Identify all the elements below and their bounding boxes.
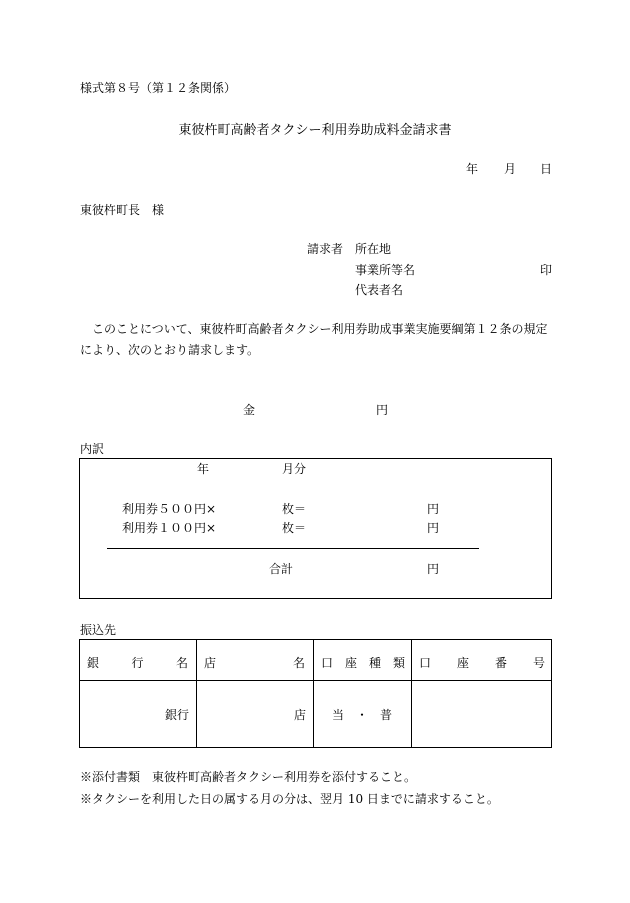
transfer-header-divider [79, 680, 552, 681]
header-char: 名 [292, 656, 305, 670]
subtotal-divider [107, 548, 479, 549]
ticket-500-item: 利用券５００円× [122, 502, 217, 516]
header-bank-name [87, 654, 188, 671]
representative-label: 代表者名 [355, 283, 404, 297]
business-name-label: 事業所等名 [355, 263, 416, 277]
header-char: 口 [321, 656, 334, 670]
branch-suffix: 店 [294, 708, 307, 722]
header-char: 座 [456, 656, 469, 670]
note-deadline: ※タクシーを利用した日の属する月の分は、翌月 10 日までに請求すること。 [80, 792, 499, 806]
transfer-label: 振込先 [80, 623, 117, 637]
address-label: 所在地 [355, 242, 392, 256]
header-char: 名 [175, 656, 188, 670]
header-char: 銀 [87, 656, 100, 670]
date-year: 年 [466, 162, 479, 176]
breakdown-month: 月分 [282, 462, 307, 476]
ticket-100-sheets: 枚＝ [282, 521, 307, 535]
header-char: 店 [204, 656, 217, 670]
claimant-label: 請求者 [307, 242, 344, 256]
header-char: 座 [344, 656, 357, 670]
amount-kin: 金 [243, 403, 256, 417]
addressee: 東彼杵町長 様 [80, 203, 165, 217]
total-yen: 円 [427, 562, 440, 576]
form-number: 様式第８号（第１２条関係） [80, 81, 237, 95]
ticket-500-yen: 円 [427, 502, 440, 516]
header-account-number [419, 654, 545, 671]
breakdown-label: 内訳 [80, 442, 105, 456]
header-char: 口 [419, 656, 432, 670]
transfer-col-divider-1 [196, 639, 197, 748]
account-type-options: 当 ・ 普 [331, 708, 392, 722]
header-char: 行 [131, 656, 144, 670]
breakdown-year: 年 [197, 462, 210, 476]
seal-mark: 印 [540, 263, 553, 277]
transfer-col-divider-3 [411, 639, 412, 748]
total-label: 合計 [269, 562, 294, 576]
date-day: 日 [540, 162, 553, 176]
transfer-col-divider-2 [313, 639, 314, 748]
header-char: 号 [532, 656, 545, 670]
header-char: 類 [392, 656, 405, 670]
ticket-100-yen: 円 [427, 521, 440, 535]
date-month: 月 [504, 162, 517, 176]
ticket-500-sheets: 枚＝ [282, 502, 307, 516]
bank-suffix: 銀行 [165, 708, 190, 722]
header-account-type [321, 654, 405, 671]
header-char: 番 [494, 656, 507, 670]
body-line-2: により、次のとおり請求します。 [80, 343, 260, 357]
note-attachments: ※添付書類 東彼杵町高齢者タクシー利用券を添付すること。 [80, 770, 417, 784]
amount-yen: 円 [376, 403, 389, 417]
header-char: 種 [368, 656, 381, 670]
ticket-100-item: 利用券１００円× [122, 521, 217, 535]
body-line-1: このことについて、東彼杵町高齢者タクシー利用券助成事業実施要綱第１２条の規定 [80, 322, 548, 336]
header-branch-name [204, 654, 305, 671]
document-title: 東彼杵町高齢者タクシー利用券助成料金請求書 [178, 123, 452, 138]
